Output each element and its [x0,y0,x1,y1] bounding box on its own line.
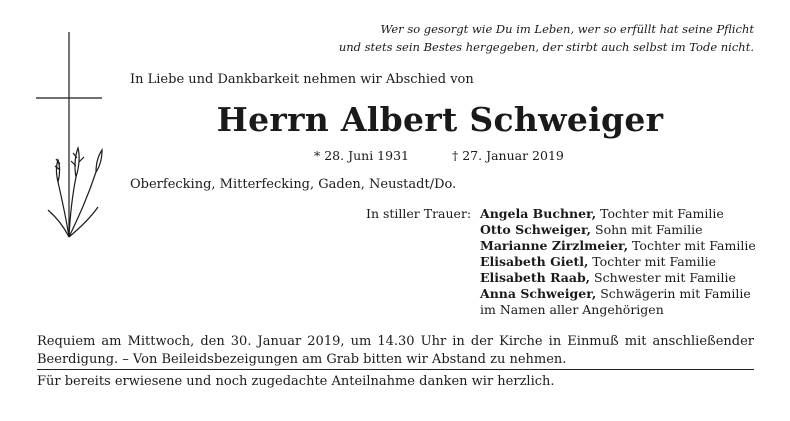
mourner-relation: Tochter mit Familie [588,254,716,269]
mourners-label: In stiller Trauer: [366,206,472,221]
death-date: † 27. Januar 2019 [452,148,564,163]
mourner-name: Elisabeth Gietl, [480,254,589,269]
mourner-name: Elisabeth Raab, [480,270,591,285]
mourner-name: Otto Schweiger, [480,222,592,237]
list-item [480,270,756,286]
birth-date: * 28. Juni 1931 [314,148,409,163]
mourner-relation: Tochter mit Familie [596,206,724,221]
mourner-relation: Sohn mit Familie [591,222,703,237]
deceased-name: Herrn Albert Schweiger [216,100,664,139]
mourner-name: Anna Schweiger, [480,286,597,301]
mourner-relation: im Namen aller Angehörigen [480,302,664,317]
list-item [480,222,756,238]
mourner-name: Marianne Zirzlmeier, [480,238,629,253]
places-text: Oberfecking, Mitterfecking, Gaden, Neustadt/Do. [130,177,457,192]
mourner-relation: Tochter mit Familie [628,238,756,253]
list-item [480,302,756,318]
mourner-name: Angela Buchner, [480,206,597,221]
mourners-list [480,206,756,318]
requiem-text: Requiem am Mittwoch, den 30. Januar 2019, um 14.30 Uhr in der Kirche in Einmuß mit anschließender Beerdigung. – Von Beileidsbezeigungen am Grab bitten wir Abstand zu nehmen. [37,334,754,367]
thanks-text: Für bereits erwiesene und noch zugedachte Anteilnahme danken wir herzlich. [37,374,555,389]
list-item [480,206,756,222]
list-item [480,254,756,270]
divider [37,369,754,370]
intro-text: In Liebe und Dankbarkeit nehmen wir Abschied von [130,72,474,87]
mourner-relation: Schwester mit Familie [590,270,736,285]
mourner-relation: Schwägerin mit Familie [596,286,751,301]
motto-line-1: Wer so gesorgt wie Du im Leben, wer so erfüllt hat seine Pflicht [380,22,754,36]
motto-verse [300,20,754,56]
list-item [480,286,756,302]
motto-line-2: und stets sein Bestes hergegeben, der stirbt auch selbst im Tode nicht. [338,40,754,54]
list-item [480,238,756,254]
